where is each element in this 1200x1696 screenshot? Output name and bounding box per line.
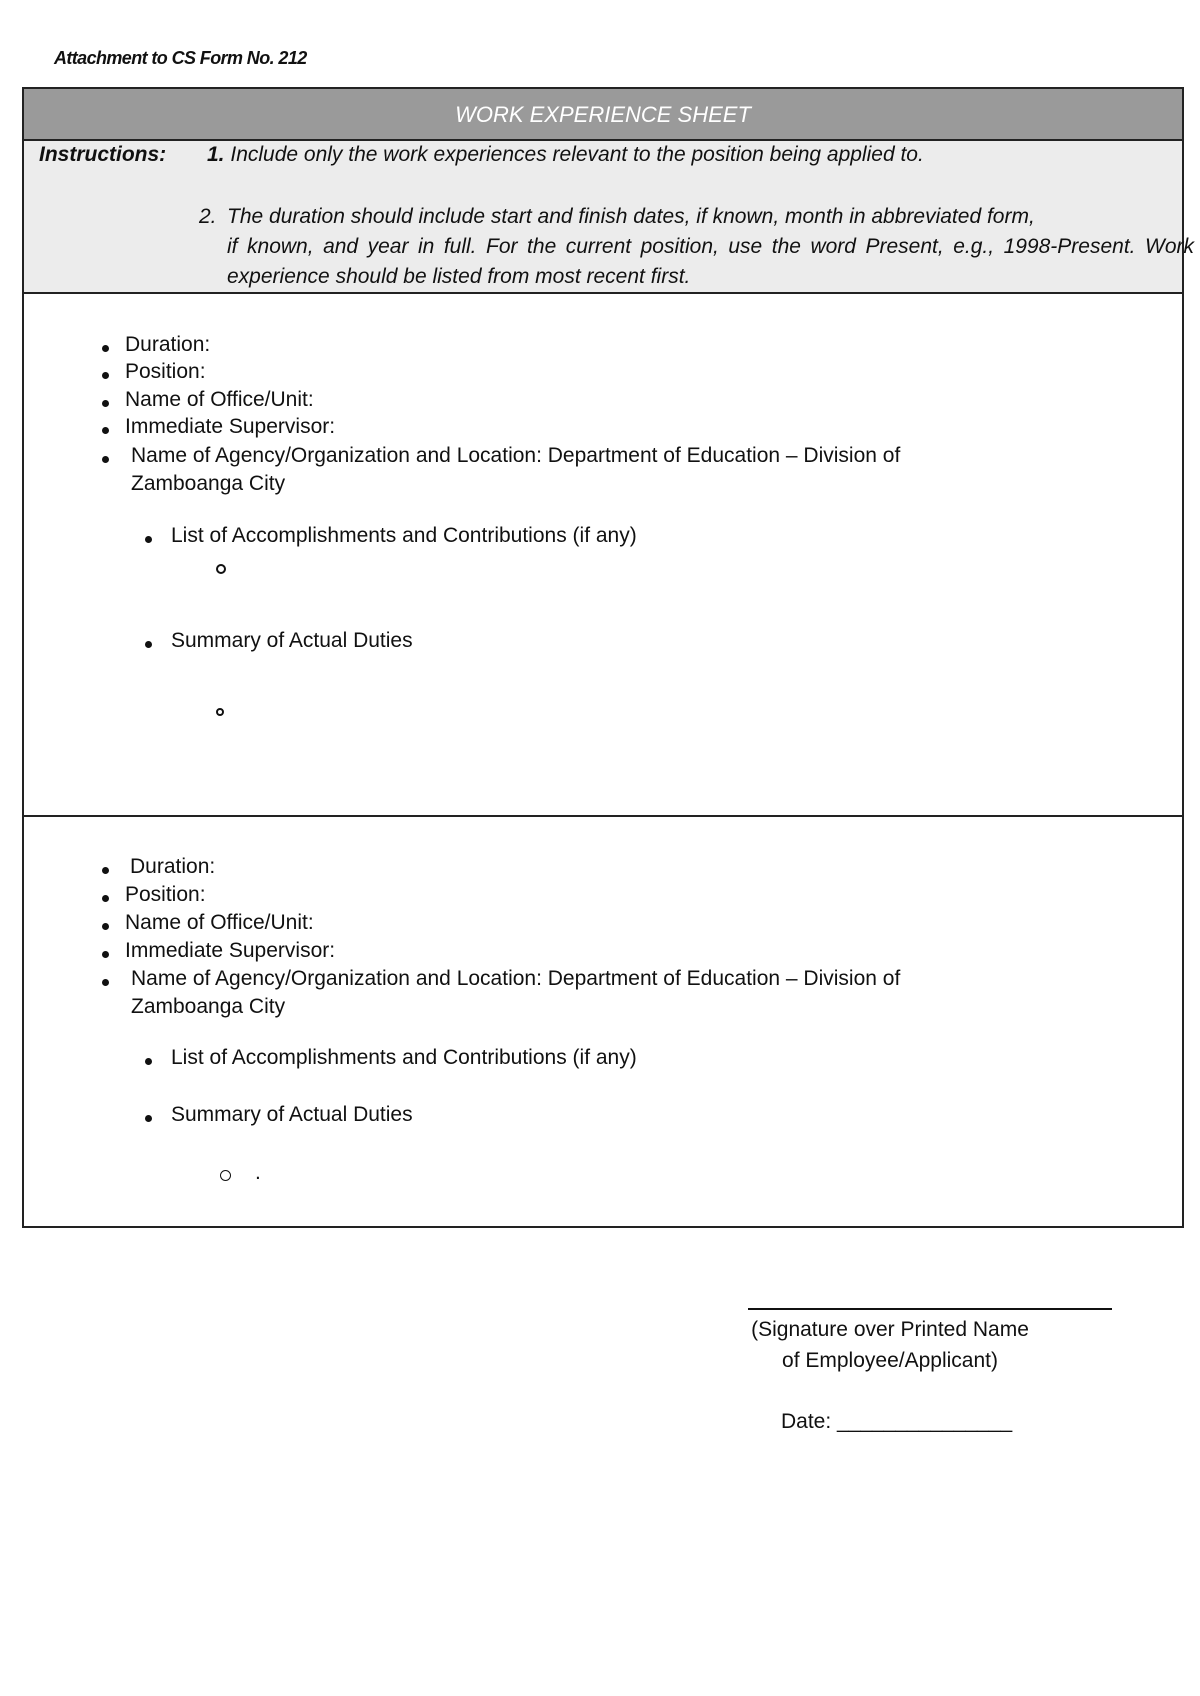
duration-label: Duration: (130, 855, 216, 878)
position-label: Position: (125, 883, 206, 906)
supervisor-label: Immediate Supervisor: (125, 939, 336, 962)
supervisor-label: Immediate Supervisor: (125, 415, 336, 438)
date-field: Date: _______________ (781, 1410, 1013, 1433)
bullet (102, 456, 109, 463)
duties-label: Summary of Actual Duties (171, 1103, 413, 1126)
bullet (102, 400, 109, 407)
agency-label-line2: Zamboanga City (131, 472, 286, 495)
attachment-label: Attachment to CS Form No. 212 (54, 48, 307, 68)
bullet (145, 641, 152, 648)
agency-label-line1: Name of Agency/Organization and Location: Department of Education – Division of (131, 967, 901, 990)
agency-label-line1: Name of Agency/Organization and Location: Department of Education – Division of (131, 444, 901, 467)
instruction-2 (199, 202, 1194, 292)
bullet (102, 895, 109, 902)
work-experience-sheet (22, 87, 1194, 1228)
work-entry-2 (24, 817, 1182, 1226)
duties-sub-item: . (255, 1161, 261, 1184)
bullet (102, 345, 109, 352)
signature-caption-line1: (Signature over Printed Name (751, 1318, 1029, 1341)
instruction-2-text-rest: if known, and year in full. For the current position, use the word Present, e.g., 1998-Present. Work experience should be listed from most recent first. (227, 235, 1194, 288)
signature-caption (720, 1314, 1060, 1376)
instruction-2-number: 2. (199, 205, 217, 228)
office-label: Name of Office/Unit: (125, 911, 314, 934)
position-label: Position: (125, 360, 206, 383)
duration-label: Duration: (125, 333, 211, 356)
sub-bullet (216, 708, 224, 716)
instructions-label: Instructions: (39, 143, 167, 166)
bullet (145, 536, 152, 543)
work-entry-1 (24, 294, 1182, 817)
signature-line (748, 1308, 1112, 1310)
office-label: Name of Office/Unit: (125, 388, 314, 411)
instruction-1-text: Include only the work experiences relevant to the position being applied to. (230, 143, 924, 166)
bullet (102, 427, 109, 434)
bullet (145, 1058, 152, 1065)
bullet (145, 1115, 152, 1122)
agency-label-line2: Zamboanga City (131, 995, 286, 1018)
signature-caption-line2: of Employee/Applicant) (782, 1349, 998, 1372)
duties-label: Summary of Actual Duties (171, 629, 413, 652)
bullet (102, 372, 109, 379)
instruction-2-text-line1: The duration should include start and finish dates, if known, month in abbreviated form, (227, 205, 1035, 228)
bullet (102, 979, 109, 986)
bullet (102, 951, 109, 958)
instruction-1 (207, 143, 924, 167)
sheet-title: WORK EXPERIENCE SHEET (24, 89, 1182, 141)
accomplishments-label: List of Accomplishments and Contributions (if any) (171, 524, 637, 547)
instructions-block (24, 141, 1194, 294)
instruction-1-number: 1. (207, 143, 225, 166)
accomplishments-label: List of Accomplishments and Contributions (if any) (171, 1046, 637, 1069)
sub-bullet (216, 564, 226, 574)
bullet (102, 923, 109, 930)
bullet (102, 867, 109, 874)
sub-bullet (220, 1170, 231, 1181)
